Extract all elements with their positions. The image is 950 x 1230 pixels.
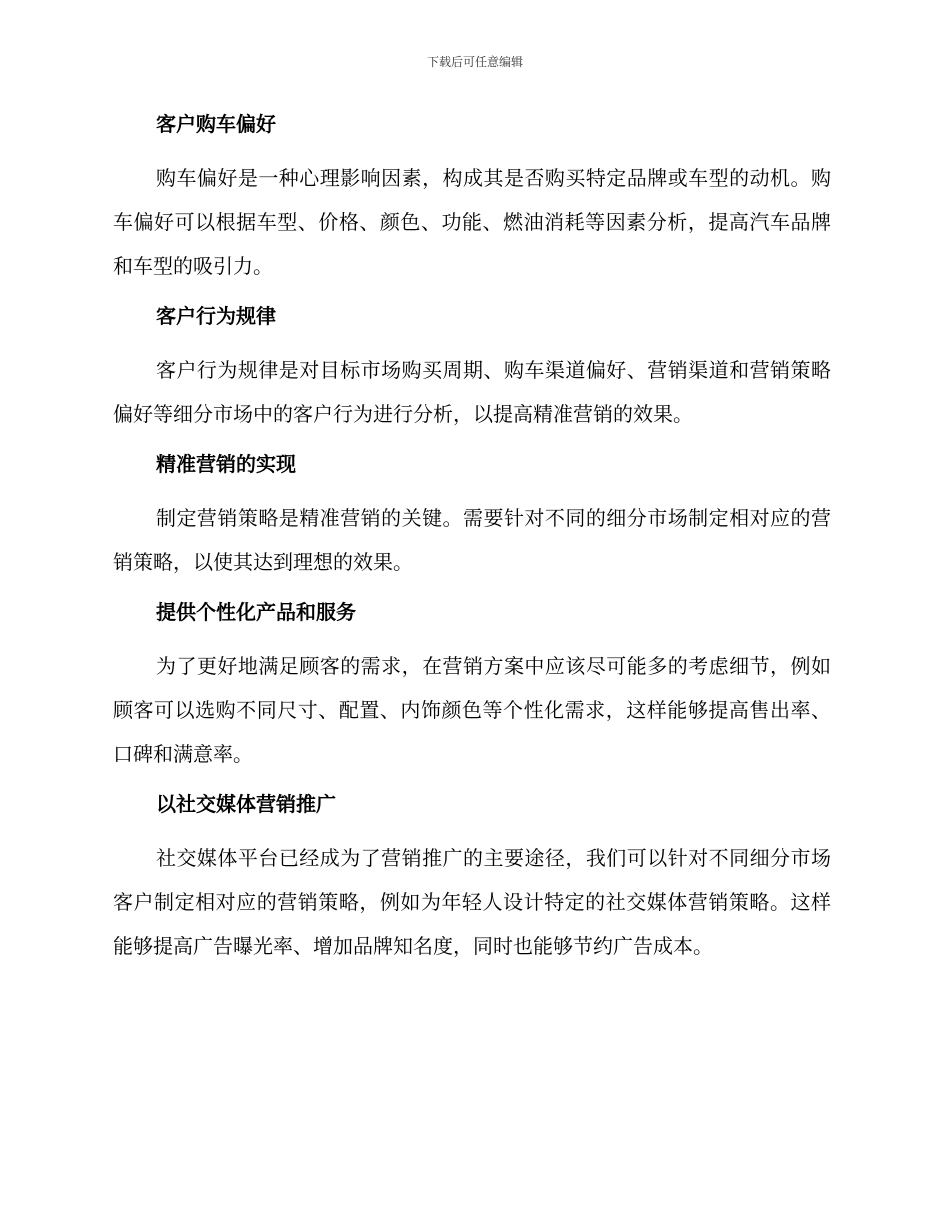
- section-heading: 客户购车偏好: [156, 112, 276, 136]
- section-paragraph: 为了更好地满足顾客的需求，在营销方案中应该尽可能多的考虑细节，例如顾客可以选购不同尺寸、配置、内饰颜色等个性化需求，这样能够提高售出率、口碑和满意率。: [113, 654, 831, 766]
- section-paragraph: 客户行为规律是对目标市场购买周期、购车渠道偏好、营销渠道和营销策略偏好等细分市场中的客户行为进行分析，以提高精准营销的效果。: [113, 358, 831, 426]
- section-heading: 精准营销的实现: [156, 452, 296, 476]
- page-header: 下载后可任意编辑: [426, 55, 523, 69]
- section-heading: 客户行为规律: [156, 304, 276, 328]
- document-body: [113, 110, 831, 982]
- section-paragraph: 购车偏好是一种心理影响因素，构成其是否购买特定品牌或车型的动机。购车偏好可以根据车型、价格、颜色、功能、燃油消耗等因素分析，提高汽车品牌和车型的吸引力。: [113, 166, 831, 278]
- section-heading: 以社交媒体营销推广: [156, 792, 336, 816]
- section-paragraph: 制定营销策略是精准营销的关键。需要针对不同的细分市场制定相对应的营销策略，以使其达到理想的效果。: [113, 506, 831, 574]
- section-paragraph: 社交媒体平台已经成为了营销推广的主要途径，我们可以针对不同细分市场客户制定相对应的营销策略，例如为年轻人设计特定的社交媒体营销策略。这样能够提高广告曝光率、增加品牌知名度，同时也能够节约广告成本。: [113, 846, 831, 958]
- section-heading: 提供个性化产品和服务: [156, 600, 356, 624]
